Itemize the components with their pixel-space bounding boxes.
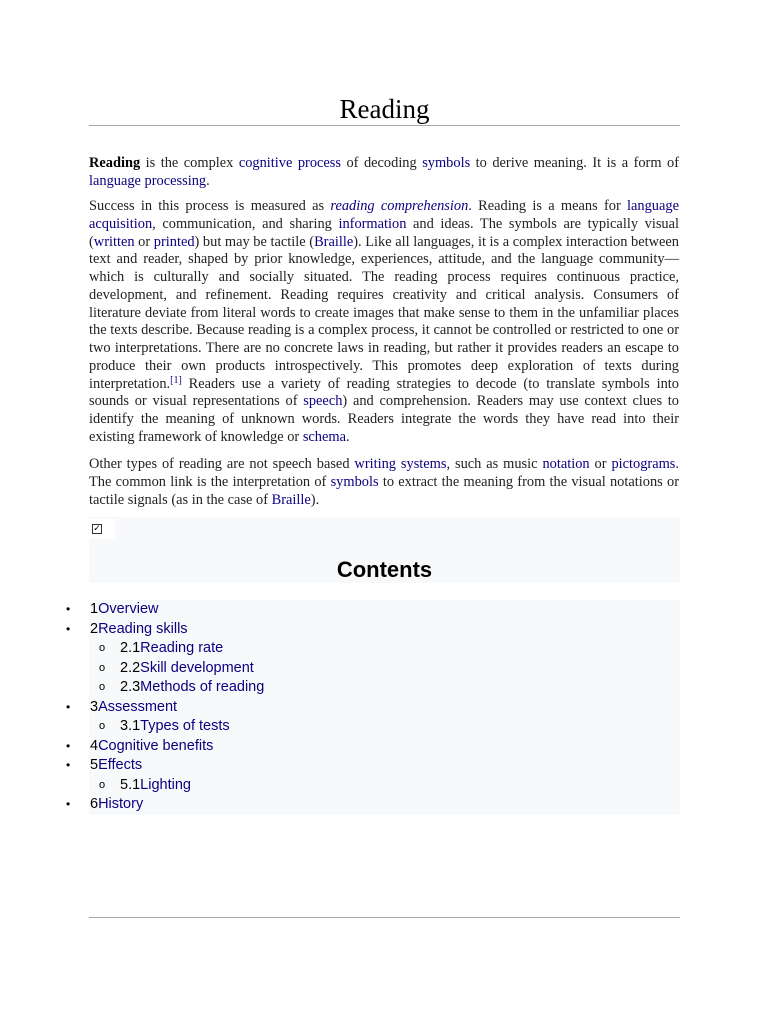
title-divider	[89, 125, 680, 126]
toc-item[interactable]	[66, 698, 680, 718]
text: of decoding	[341, 155, 423, 171]
text: ).	[310, 491, 320, 508]
toc-toggle[interactable]	[89, 519, 115, 539]
text: is the complex	[140, 155, 239, 171]
link-schema[interactable]: schema	[302, 428, 346, 445]
link-reading-comprehension[interactable]	[330, 198, 468, 214]
text: .	[345, 428, 350, 445]
intro-paragraph	[89, 155, 679, 191]
link-printed[interactable]: printed	[153, 233, 195, 250]
link-language-acquisition[interactable]: language acquisition	[89, 198, 679, 232]
toc-link[interactable]: History	[98, 796, 144, 812]
toc-entry[interactable]	[90, 698, 177, 718]
bullet-icon: •	[66, 758, 71, 772]
text: ) but may be tactile (	[194, 233, 315, 250]
main-paragraph	[89, 198, 679, 447]
bullet-icon: •	[66, 699, 71, 714]
toc-link[interactable]: Methods of reading	[140, 679, 265, 695]
toc-item[interactable]	[89, 678, 680, 698]
text: Other types of reading are not speech based	[89, 456, 355, 472]
toc-item[interactable]	[66, 737, 680, 757]
toc-item[interactable]	[89, 639, 680, 659]
toc-link[interactable]: Reading skills	[98, 620, 188, 637]
toc-number: 5.1	[120, 776, 141, 793]
toc-entry[interactable]	[90, 620, 188, 640]
bullet-icon: •	[66, 738, 71, 753]
circle-bullet-icon: o	[99, 720, 106, 732]
toc-entry[interactable]	[120, 776, 191, 796]
toc-list	[66, 600, 680, 815]
link-braille-2[interactable]: Braille	[271, 491, 311, 508]
link-braille[interactable]: Braille	[314, 233, 354, 250]
link-writing-systems[interactable]: writing systems	[354, 456, 447, 472]
text: or	[589, 456, 612, 472]
text: and ideas. The symbols are typically visual (	[89, 215, 679, 250]
toc-link[interactable]: Types of tests	[140, 718, 230, 734]
link-language-processing[interactable]: language processing	[89, 172, 207, 189]
text: to extract the meaning from the visual notations or tactile signals (as in the case of	[89, 473, 679, 508]
circle-bullet-icon: o	[99, 642, 106, 654]
footer-divider	[89, 917, 680, 918]
toc-number: 6	[90, 796, 99, 812]
toc-entry[interactable]	[90, 737, 213, 757]
toc-number: 4	[90, 737, 99, 754]
bold-term: Reading	[89, 155, 141, 171]
toc-link[interactable]: Overview	[98, 601, 159, 617]
text: to derive meaning. It is a form of	[470, 155, 680, 171]
link-speech[interactable]: speech	[303, 393, 343, 410]
link-notation[interactable]: notation	[542, 456, 590, 472]
toc-number: 5	[90, 757, 99, 773]
toc-entry[interactable]	[120, 659, 254, 679]
toc-number: 2.3	[120, 679, 141, 695]
text: . Reading is a means for	[468, 198, 628, 214]
toc-number: 2	[90, 620, 99, 637]
toc-entry[interactable]	[90, 756, 142, 776]
link-cognitive-process[interactable]: cognitive process	[238, 155, 342, 171]
circle-bullet-icon: o	[99, 778, 106, 791]
link-symbols-2[interactable]: symbols	[330, 473, 379, 490]
toc-item[interactable]	[66, 620, 680, 640]
text: .	[206, 172, 210, 189]
text: or	[134, 233, 154, 250]
toc-link[interactable]: Assessment	[98, 698, 178, 715]
toc-item[interactable]	[89, 776, 680, 796]
toc-number: 1	[90, 601, 99, 617]
toc-link[interactable]: Lighting	[140, 776, 191, 793]
toc-link[interactable]: Effects	[98, 757, 143, 773]
bullet-icon: •	[66, 602, 71, 616]
toc-link[interactable]: Cognitive benefits	[98, 737, 214, 754]
text: , communication, and sharing	[152, 215, 339, 232]
toc-number: 2.2	[120, 659, 141, 676]
toc-item[interactable]	[66, 756, 680, 776]
toc-link[interactable]: Reading rate	[140, 640, 224, 656]
page-title: Reading	[339, 94, 430, 124]
toc-link[interactable]: Skill development	[140, 659, 254, 676]
toc-title: Contents	[336, 557, 433, 582]
toc-entry[interactable]	[90, 795, 143, 815]
toc-entry[interactable]	[120, 717, 230, 737]
other-types-paragraph	[89, 456, 679, 509]
circle-bullet-icon: o	[99, 681, 106, 693]
toc-entry[interactable]	[120, 639, 223, 659]
toc-item[interactable]	[89, 659, 680, 679]
toc-item[interactable]	[89, 717, 680, 737]
toc-item[interactable]	[66, 795, 680, 815]
checkbox-icon[interactable]: ✓	[93, 524, 101, 534]
circle-bullet-icon: o	[99, 661, 106, 674]
toc-number: 3.1	[120, 718, 141, 734]
text: ). Like all languages, it is a complex interaction between text and reader, shaped by prior knowledge, experiences, attitude, and the language community—which is culturally and socially situated. The reading process requires continuous practice, development, and refinement. Reading requires creativity and critical analysis. Consumers of literature deviate from literal words to create images that make sense to them in the unfamiliar places the texts describe. Because reading is a complex process, it cannot be controlled or restricted to one or two interpretations. There are no concrete laws in reading, but rather it provides readers an escape to produce their own products introspectively. This promotes deep exploration of texts during interpretation.	[89, 233, 679, 392]
bullet-icon: •	[66, 797, 71, 811]
link-symbols[interactable]: symbols	[422, 155, 471, 171]
text: . The common link is the interpretation of	[89, 456, 680, 490]
link-information[interactable]: information	[338, 215, 407, 232]
toc-number: 3	[90, 698, 99, 715]
toc-number: 2.1	[120, 640, 141, 656]
reference-link[interactable]: [1]	[170, 374, 182, 386]
link-written[interactable]: written	[93, 233, 135, 250]
text: ) and comprehension. Readers may use context clues to identify the meaning of unknown words. Readers integrate the words they have read into their existing framework of knowledge or	[89, 393, 679, 445]
toc-entry[interactable]	[90, 600, 159, 620]
toc-entry[interactable]	[120, 678, 264, 698]
link-text: reading comprehension	[330, 198, 469, 214]
link-pictograms[interactable]: pictograms	[611, 456, 676, 472]
text: Success in this process is measured as	[89, 198, 331, 214]
text: , such as music	[446, 456, 543, 472]
bullet-icon: •	[66, 621, 71, 636]
text: Readers use a variety of reading strategies to decode (to translate symbols into sounds or visual representations of	[89, 375, 679, 410]
toc-item[interactable]	[66, 600, 680, 620]
